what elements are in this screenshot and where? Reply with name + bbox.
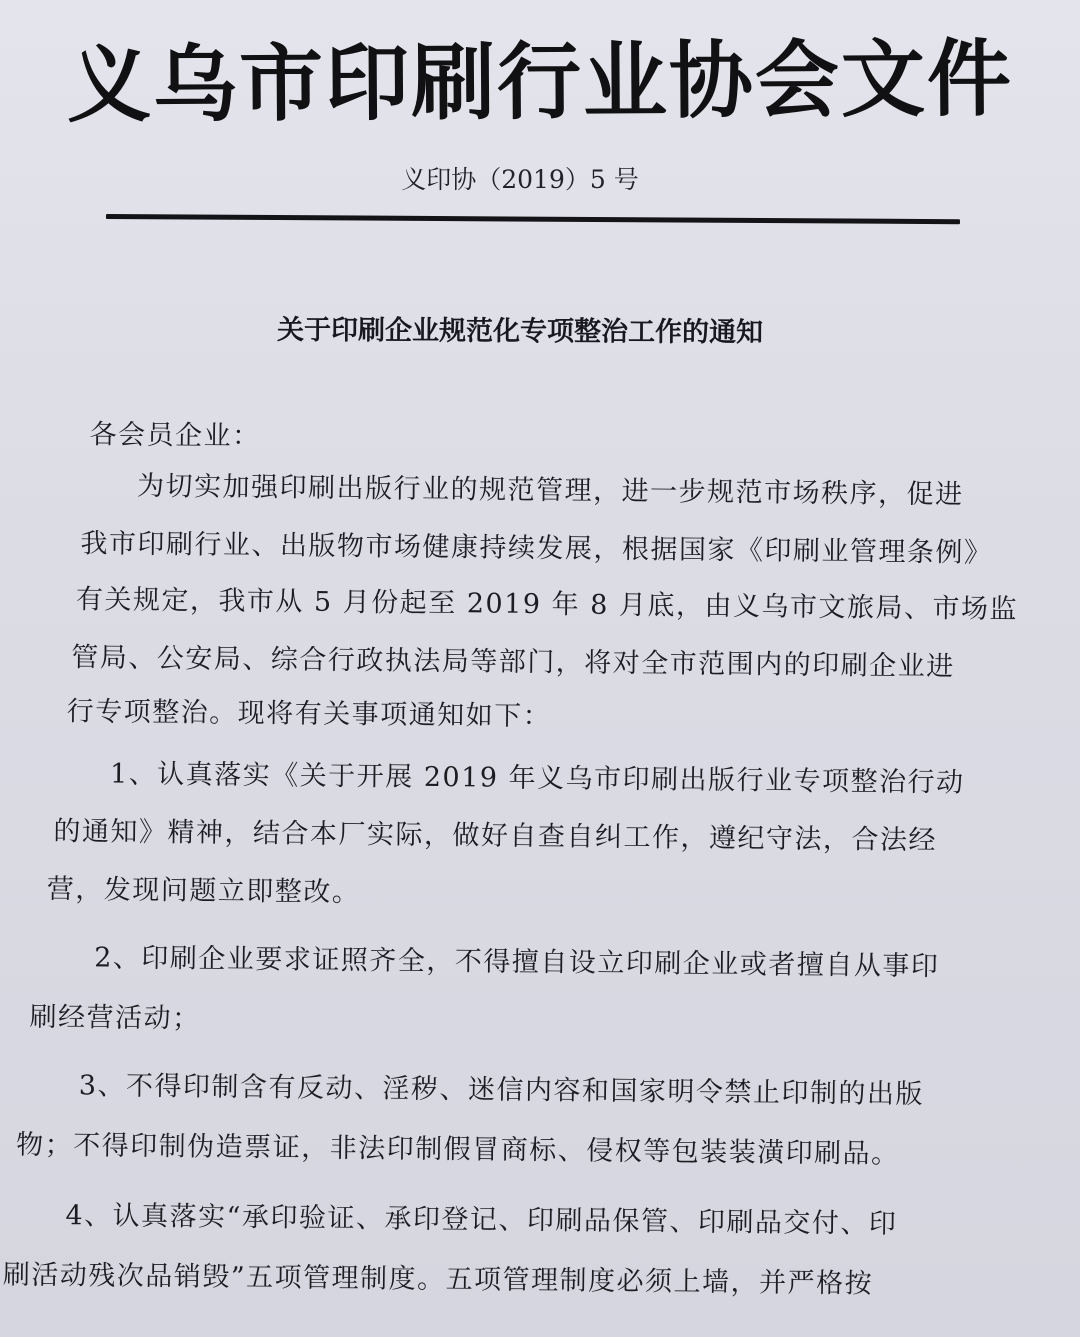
item-3-line: 3、不得印制含有反动、淫秽、迷信内容和国家明令禁止印制的出版: [78, 1070, 925, 1111]
item-2-line: 2、印刷企业要求证照齐全，不得擅自设立印刷企业或者擅自从事印: [93, 942, 940, 983]
body-line: 有关规定，我市从 5 月份起至 2019 年 8 月底，由义乌市文旅局、市场监: [75, 584, 1019, 626]
item-1-line: 营，发现问题立即整改。: [46, 873, 361, 909]
body-line: 管局、公安局、综合行政执法局等部门，将对全市范围内的印刷企业进: [71, 642, 955, 683]
item-3-line: 物；不得印制伪造票证，非法印制假冒商标、侵权等包装装潢印刷品。: [16, 1129, 900, 1170]
body-line: 行专项整治。现将有关事项通知如下：: [66, 696, 552, 733]
notice-title: 关于印刷企业规范化专项整治工作的通知: [276, 314, 764, 349]
item-2-line: 刷经营活动；: [29, 1001, 201, 1035]
item-1-line: 1、认真落实《关于开展 2019 年义乌市印刷出版行业专项整治行动: [109, 758, 965, 799]
body-line: 为切实加强印刷出版行业的规范管理，进一步规范市场秩序，促进: [136, 470, 964, 511]
item-4-line: 4、认真落实“承印验证、承印登记、印刷品保管、印刷品交付、印: [65, 1200, 898, 1240]
masthead-title: 义乌市印刷行业协会文件: [66, 28, 1014, 135]
item-4-line: 刷活动残次品销毁”五项管理制度。五项管理制度必须上墙，并严格按: [2, 1259, 874, 1300]
item-1-line: 的通知》精神，结合本厂实际，做好自查自纠工作，遵纪守法，合法经: [53, 815, 938, 857]
document-number: 义印协（2019）5 号: [401, 165, 639, 194]
salutation: 各会员企业：: [89, 419, 261, 453]
body-line: 我市印刷行业、出版物市场健康持续发展，根据国家《印刷业管理条例》: [80, 528, 993, 569]
